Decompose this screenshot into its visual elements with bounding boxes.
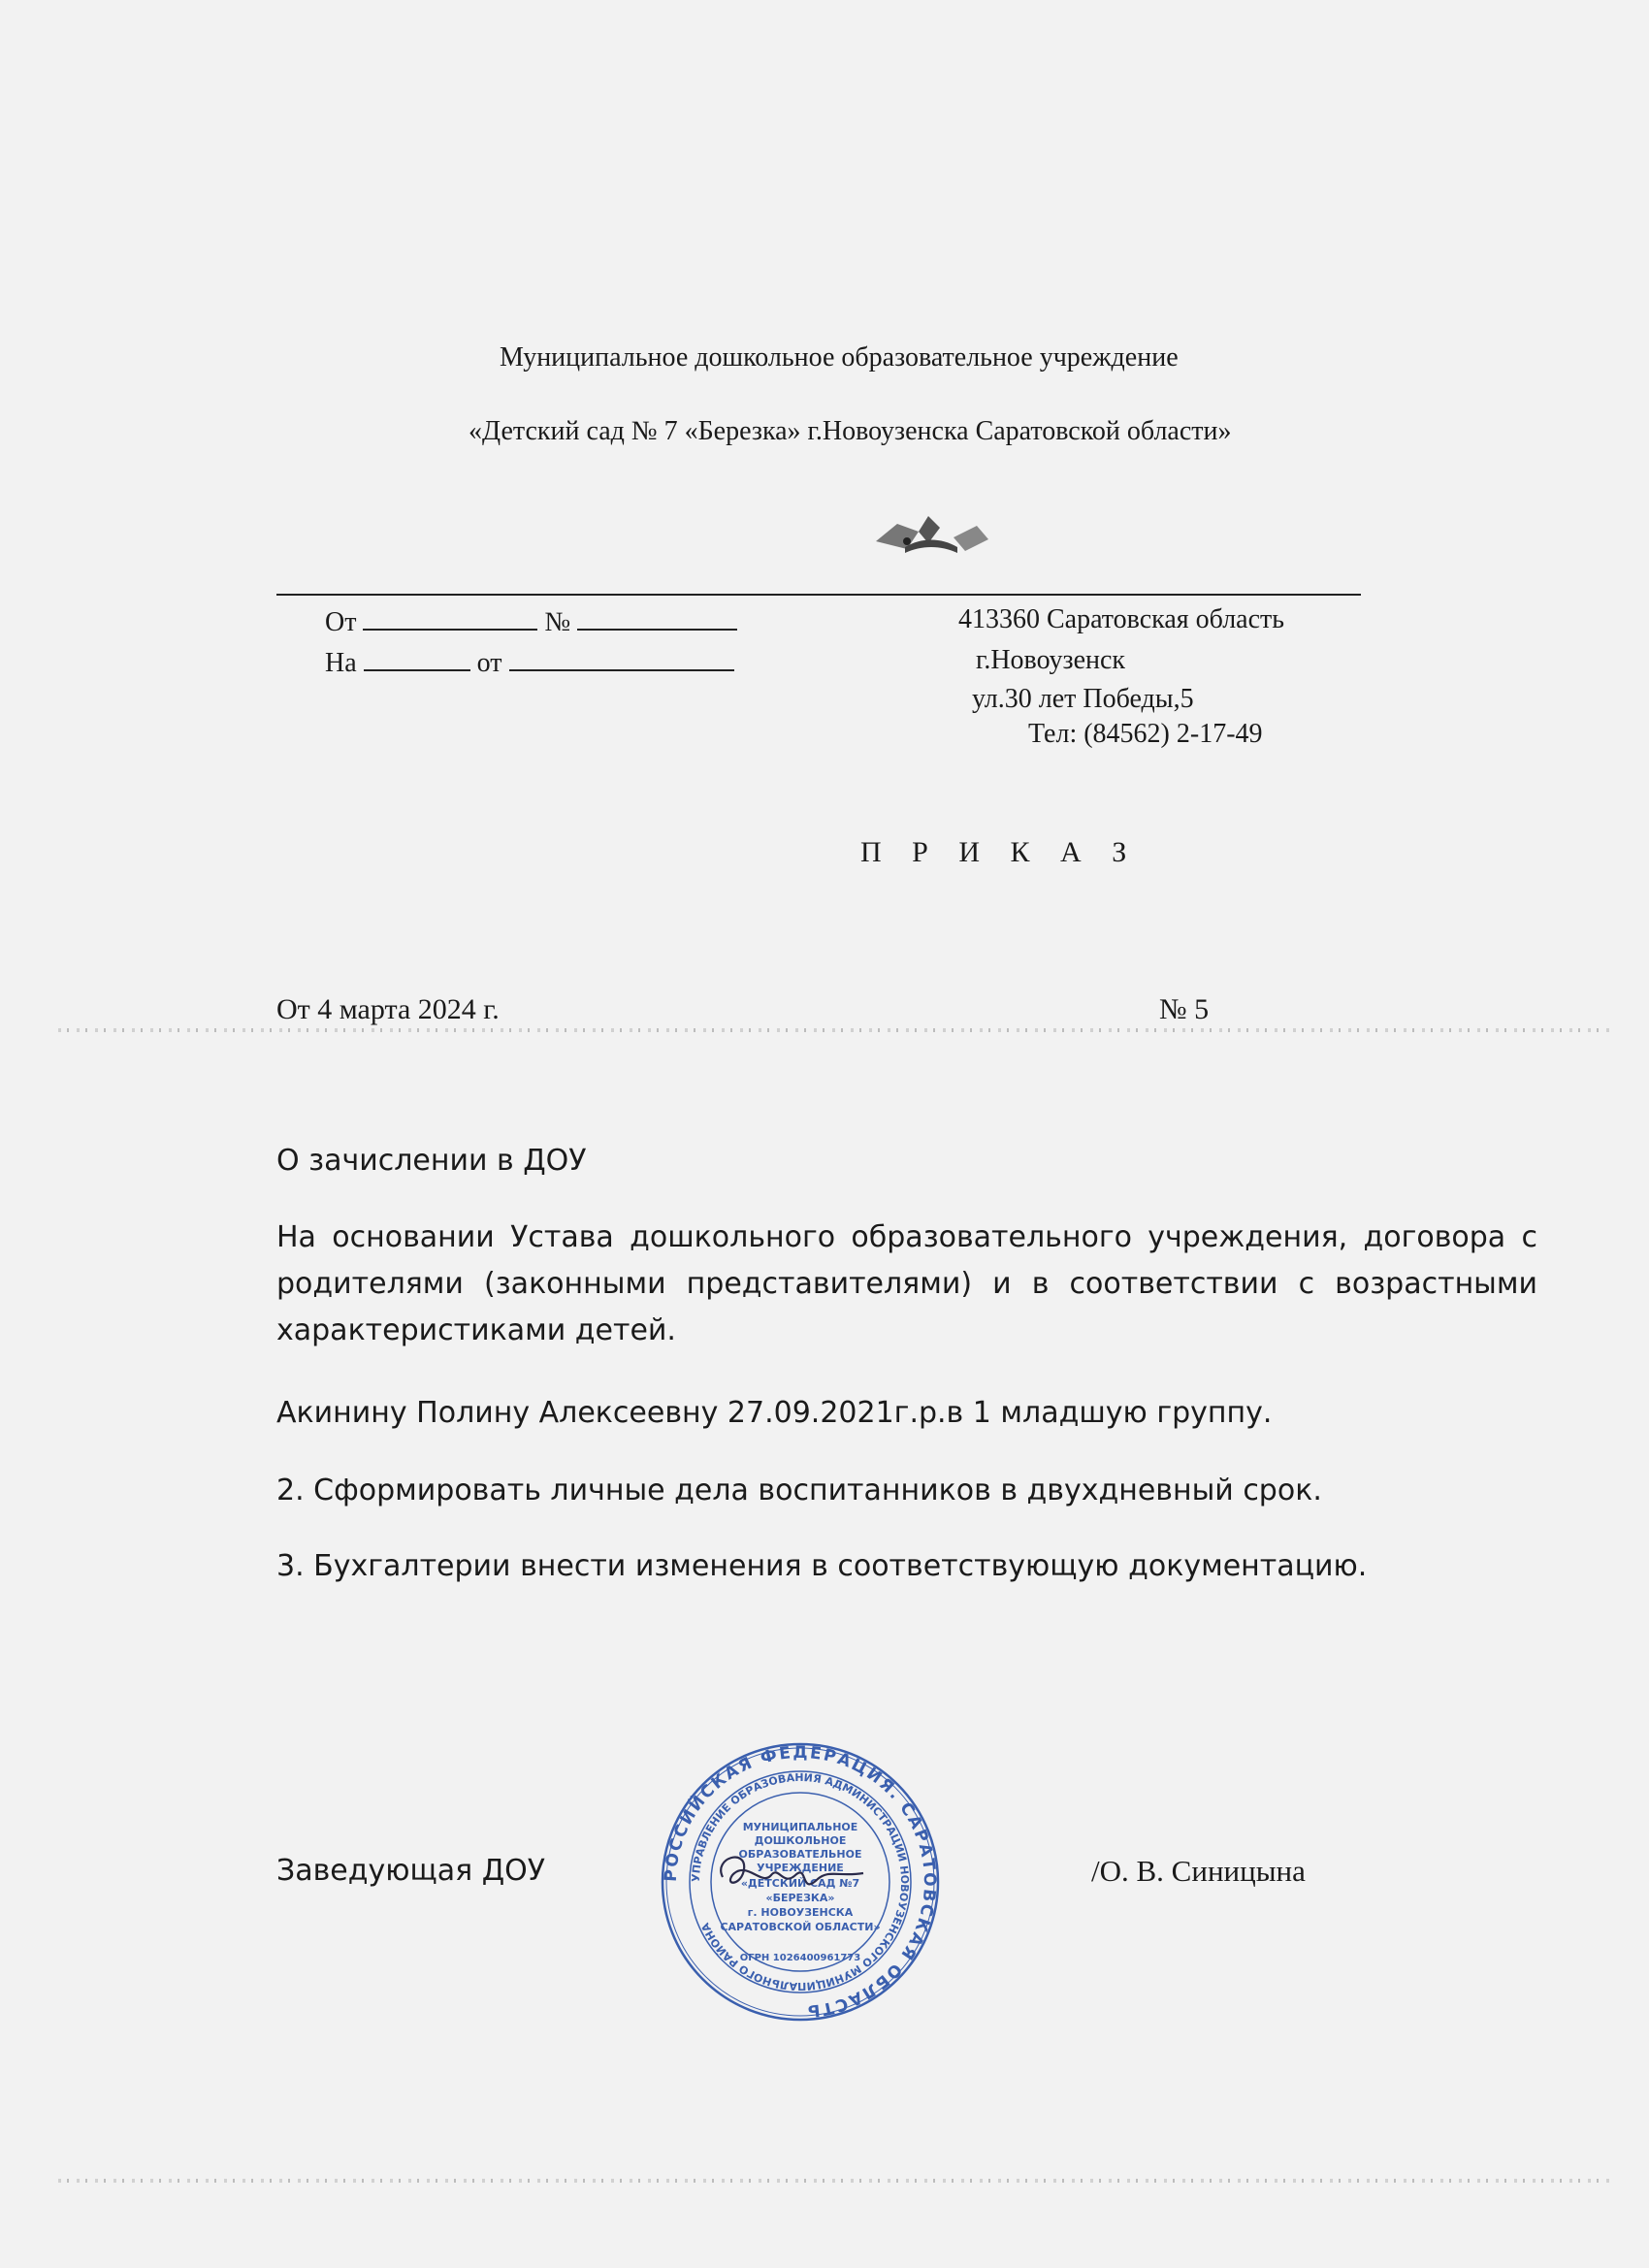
- scan-noise: [58, 2179, 1610, 2183]
- scan-noise: [58, 1028, 1610, 1032]
- institution-name-line2: «Детский сад № 7 «Березка» г.Новоузенска Саратовской области»: [469, 416, 1232, 446]
- blank-field: [577, 603, 737, 631]
- signatory-role: Заведующая ДОУ: [276, 1854, 546, 1888]
- address-line: г.Новоузенск: [976, 645, 1126, 675]
- stamp-center-line: ДОШКОЛЬНОЕ: [754, 1834, 847, 1847]
- stamp-center-line: ОБРАЗОВАТЕЛЬНОЕ: [738, 1848, 862, 1861]
- order-date: От 4 марта 2024 г.: [276, 993, 500, 1025]
- order-item: 3. Бухгалтерии внести изменения в соответствующую документацию.: [276, 1549, 1368, 1583]
- document-title: П Р И К А З: [860, 836, 1139, 868]
- phone-line: Тел: (84562) 2-17-49: [1028, 719, 1263, 749]
- order-subject: О зачислении в ДОУ: [276, 1144, 587, 1178]
- blank-field: [363, 603, 537, 631]
- incoming-reference: На от: [325, 644, 734, 680]
- order-number: № 5: [1159, 993, 1210, 1025]
- stamp-center-line: г. НОВОУЗЕНСКА: [747, 1906, 854, 1919]
- official-stamp: [655, 1741, 946, 2023]
- stamp-center-line: «ДЕТСКИЙ САД №7: [740, 1877, 860, 1890]
- order-item: Акинину Полину Алексеевну 27.09.2021г.р.в 1 младшую группу.: [276, 1396, 1273, 1430]
- order-item: 2. Сформировать личные дела воспитанников в двухдневный срок.: [276, 1474, 1322, 1507]
- address-line: ул.30 лет Победы,5: [972, 684, 1194, 714]
- outgoing-reference: От №: [325, 603, 737, 639]
- stamp-center-line: «БЕРЕЗКА»: [765, 1892, 835, 1904]
- stamp-inner-text: УПРАВЛЕНИЕ ОБРАЗОВАНИЯ АДМИНИСТРАЦИИ НОВОУЗЕНСКОГО МУНИЦИПАЛЬНОГО РАЙОНА: [689, 1770, 912, 1993]
- address-line: 413360 Саратовская область: [958, 604, 1285, 634]
- stamp-ogrn: ОГРН 1026400961773: [739, 1953, 861, 1963]
- stamp-center-line: МУНИЦИПАЛЬНОЕ: [742, 1821, 858, 1833]
- stamp-outer-text: РОССИЙСКАЯ ФЕДЕРАЦИЯ. САРАТОВСКАЯ ОБЛАСТЬ: [661, 1742, 940, 2022]
- signatory-name: /О. В. Синицына: [1091, 1854, 1306, 1888]
- book-and-cap-icon: [868, 502, 994, 561]
- header-divider: [276, 594, 1361, 596]
- stamp-center-line: САРАТОВСКОЙ ОБЛАСТИ»: [720, 1921, 881, 1933]
- institution-name-line1: Муниципальное дошкольное образовательное учреждение: [500, 342, 1179, 373]
- blank-field: [509, 644, 734, 671]
- stamp-center-line: УЧРЕЖДЕНИЕ: [757, 1862, 844, 1874]
- blank-field: [364, 644, 470, 671]
- order-basis: На основании Устава дошкольного образовательного учреждения, договора с родителями (законными представителями) и в соответствии с возрастными характеристиками детей.: [276, 1220, 1537, 1347]
